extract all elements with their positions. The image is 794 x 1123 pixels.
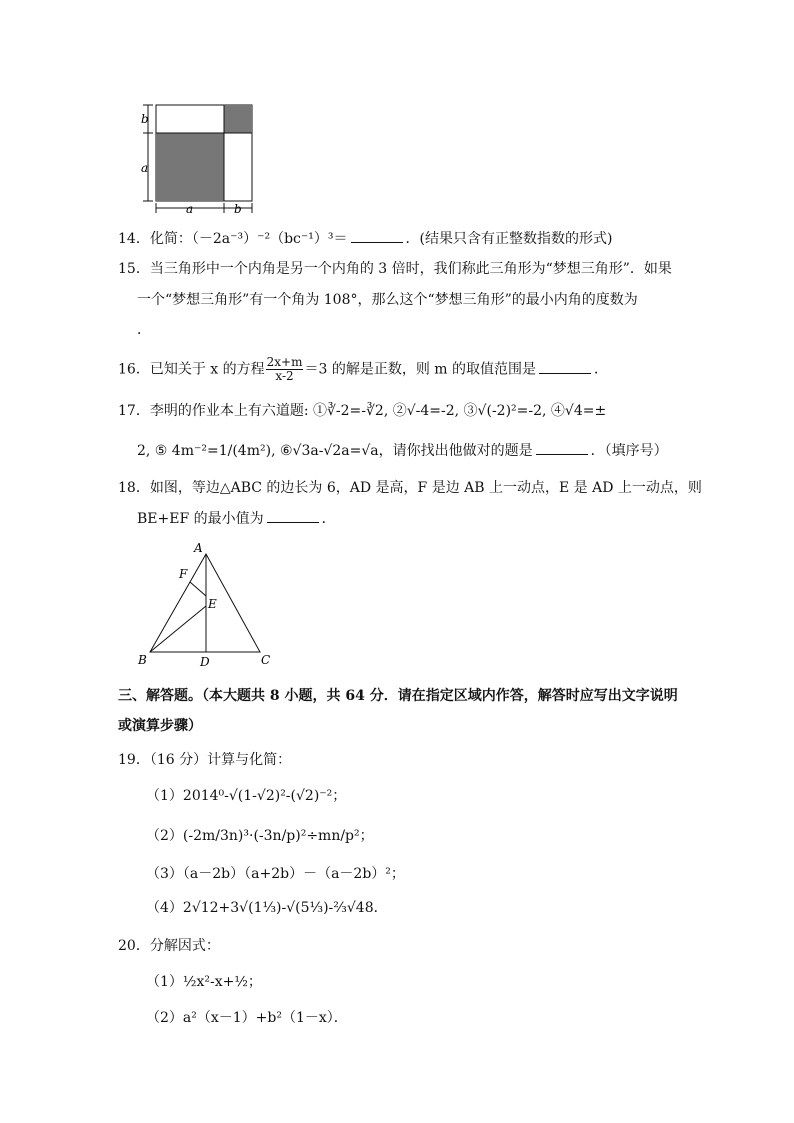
question-20: 20．分解因式：	[118, 938, 220, 954]
q16-fraction	[266, 356, 304, 383]
fig2-label-B: B	[138, 653, 147, 667]
q17-tail: ．（填序号）	[590, 443, 668, 459]
q19-part2: （2）(-2m/3n)³·(-3n/p)²÷mn/p²；	[146, 828, 374, 844]
q19-part4: （4）2√12+3√(1⅓)-√(5⅓)-⅔√48．	[146, 900, 388, 916]
triangle-figure	[134, 540, 284, 670]
question-18-line2	[137, 508, 336, 529]
q16-numerator: 2x+m	[266, 355, 303, 369]
question-19: 19．（16 分）计算与化简：	[118, 752, 292, 768]
question-15-line2: 一个“梦想三角形”有一个角为 108°，那么这个“梦想三角形”的最小内角的度数为	[137, 292, 638, 308]
q19-part3: （3）（a－2b）（a+2b）－（a－2b）²；	[146, 866, 405, 882]
q18-blank	[267, 508, 319, 523]
q18-tail: ．	[321, 511, 336, 527]
section-3-heading-line1: 三、解答题。（本大题共 8 小题，共 64 分．请在指定区域内作答，解答时应写出文字说明	[118, 688, 678, 704]
question-16	[118, 356, 608, 383]
q14-tail: ．(结果只含有正整数指数的形式)	[405, 231, 613, 247]
q16-text-a: 16．已知关于 x 的方程	[118, 361, 265, 378]
question-17-line2	[137, 440, 668, 461]
q16-blank	[539, 359, 591, 374]
fig2-label-F: F	[179, 567, 188, 581]
fig2-label-C: C	[261, 653, 271, 667]
question-14	[118, 228, 612, 249]
q20-part2: （2）a²（x－1）+b²（1－x）．	[146, 1010, 348, 1026]
q18-text: BE+EF 的最小值为	[137, 511, 264, 527]
question-17-line1: 17．李明的作业本上有六道题: ①∛-2=-∛2, ②√-4=-2, ③√(-2)²=-2, ④√4=±	[118, 403, 607, 419]
q16-denominator: x-2	[275, 369, 294, 383]
q17-blank	[536, 440, 588, 455]
fig1-label-a-left: a	[141, 161, 149, 175]
q16-text-c: ．	[594, 361, 609, 378]
fig1-label-a-bottom: a	[186, 202, 194, 216]
fig2-label-E: E	[208, 597, 217, 611]
question-15-line1: 15．当三角形中一个内角是另一个内角的 3 倍时，我们称此三角形为“梦想三角形”．如果	[118, 261, 672, 277]
q19-part1: （1）2014⁰-√(1-√2)²-(√2)⁻²；	[146, 788, 347, 804]
q16-text-b: ＝3 的解是正数，则 m 的取值范围是	[304, 361, 537, 378]
fig1-label-b-left: b	[141, 112, 149, 126]
fig2-label-A: A	[194, 541, 203, 555]
q17-text: 2, ⑤ 4m⁻²=1/(4m²), ⑥√3a-√2a=√a，请你找出他做对的题是	[137, 443, 533, 459]
q14-text: 14．化简：（－2a⁻³）⁻²（bc⁻¹）³＝	[118, 231, 348, 247]
fig1-label-b-bottom: b	[234, 202, 242, 216]
question-18-line1: 18．如图，等边△ABC 的边长为 6，AD 是高，F 是边 AB 上一动点，E 是 AD 上一动点，则	[118, 480, 702, 496]
section-3-heading-line2: 或演算步骤）	[118, 718, 202, 734]
question-15-line3: ．	[137, 322, 151, 338]
fig2-label-D: D	[200, 655, 210, 669]
q14-blank	[351, 228, 403, 243]
square-figure	[138, 100, 262, 216]
q20-part1: （1）½x²-x+½；	[146, 974, 262, 990]
